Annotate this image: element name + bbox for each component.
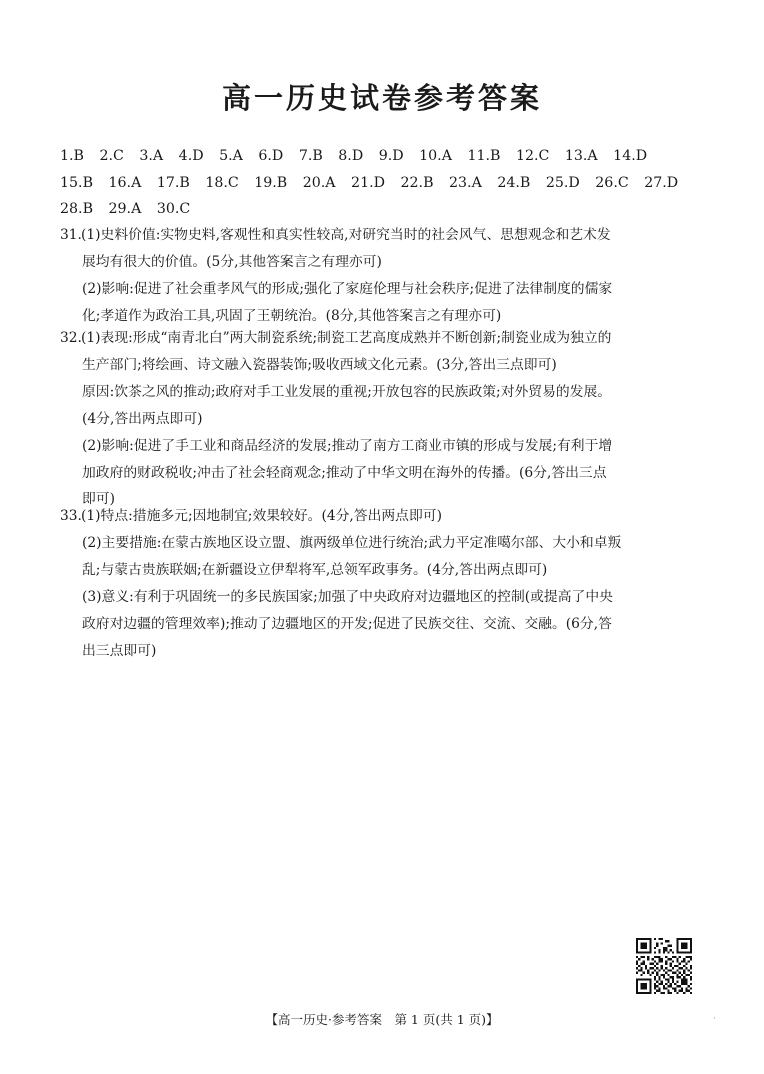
answer-line: (1)表现:形成“南青北白”两大制瓷系统;制瓷工艺高度成熟并不断创新;制瓷业成为独立的 <box>81 330 612 346</box>
mc-answer: 3.A <box>139 148 164 164</box>
question-31-answer <box>60 222 700 330</box>
mc-answer: 26.C <box>595 175 629 191</box>
question-number: 33. <box>60 508 82 524</box>
answer-line: (2)影响:促进了社会重孝风气的形成;强化了家庭伦理与社会秩序;促进了法律制度的儒家 <box>82 280 613 297</box>
answer-line: (4分,答出两点即可) <box>82 410 203 427</box>
mc-answer: 17.B <box>156 175 190 191</box>
mc-answers-row-2 <box>60 170 720 197</box>
question-number: 32. <box>60 330 82 346</box>
answer-line: 乱;与蒙古贵族联姻;在新疆设立伊犁将军,总领军政事务。(4分,答出两点即可) <box>82 561 548 578</box>
mc-answer: 7.B <box>298 148 323 164</box>
mc-answer: 23.A <box>449 175 482 191</box>
mc-answer: 14.D <box>613 148 648 164</box>
mc-answer: 22.B <box>400 175 434 191</box>
question-32-answer <box>60 325 700 513</box>
mc-answer: 24.B <box>497 175 531 191</box>
question-33-answer <box>60 503 700 664</box>
answer-line: 政府对边疆的管理效率);推动了边疆地区的开发;促进了民族交往、交流、交融。(6分,答 <box>82 615 612 632</box>
mc-answer: 11.B <box>467 148 501 164</box>
answer-line: (3)意义:有利于巩固统一的多民族国家;加强了中央政府对边疆地区的控制(或提高了中央 <box>82 588 613 605</box>
mc-answers-row-3 <box>60 196 720 223</box>
mc-answer: 9.D <box>378 148 404 164</box>
mc-answer: 12.C <box>515 148 550 164</box>
mc-answer: 27.D <box>644 175 679 191</box>
page-title: 高一历史试卷参考答案 <box>221 81 542 115</box>
mc-answer: 16.A <box>108 175 142 191</box>
answer-line: 生产部门;将绘画、诗文融入瓷器装饰;吸收西域文化元素。(3分,答出三点即可) <box>82 356 557 373</box>
answer-line: (1)特点:措施多元;因地制宜;效果较好。(4分,答出两点即可) <box>81 508 442 524</box>
mc-answer: 5.A <box>219 148 243 164</box>
mc-answer: 13.A <box>564 148 598 164</box>
answer-line: 化;孝道作为政治工具,巩固了王朝统治。(8分,其他答案言之有理亦可) <box>82 307 502 324</box>
answer-line: (1)史料价值:实物史料,客观性和真实性较高,对研究当时的社会风气、思想观念和艺术发 <box>81 227 611 243</box>
mc-answer: 4.D <box>178 148 204 164</box>
mc-answer: 8.D <box>338 148 364 164</box>
mc-answers-row-1 <box>60 143 720 170</box>
answer-line: 加政府的财政税收;冲击了社会轻商观念;推动了中华文明在海外的传播。(6分,答出三点 <box>82 464 607 481</box>
mc-answer: 15.B <box>60 175 93 191</box>
page-mark: · <box>713 1014 716 1024</box>
answer-line: (2)主要措施:在蒙古族地区设立盟、旗两级单位进行统治;武力平定准噶尔部、大小和卓叛 <box>82 534 622 551</box>
question-number: 31. <box>60 227 82 243</box>
mc-answer: 20.A <box>302 175 336 191</box>
mc-answer: 21.D <box>351 175 385 191</box>
mc-answer: 10.A <box>419 148 452 164</box>
mc-answer: 1.B <box>60 148 84 164</box>
mc-answer: 18.C <box>205 175 239 191</box>
mc-answer: 29.A <box>108 201 142 217</box>
mc-answer: 30.C <box>156 201 191 217</box>
mc-answer: 28.B <box>60 201 93 217</box>
answer-line: 原因:饮茶之风的推动;政府对手工业发展的重视;开放包容的民族政策;对外贸易的发展。 <box>82 383 612 400</box>
mc-answer: 25.D <box>545 175 580 191</box>
page-footer: 【高一历史·参考答案 第 1 页(共 1 页)】 <box>265 1012 499 1027</box>
answer-line: 即可) <box>82 491 115 508</box>
answer-line: (2)影响:促进了手工业和商品经济的发展;推动了南方工商业市镇的形成与发展;有利于增 <box>82 437 613 454</box>
answer-line: 出三点即可) <box>82 642 157 659</box>
qr-code-icon <box>636 938 692 994</box>
mc-answer: 6.D <box>258 148 284 164</box>
mc-answer: 19.B <box>254 175 288 191</box>
answer-line: 展均有很大的价值。(5分,其他答案言之有理亦可) <box>82 253 382 270</box>
mc-answer: 2.C <box>99 148 124 164</box>
